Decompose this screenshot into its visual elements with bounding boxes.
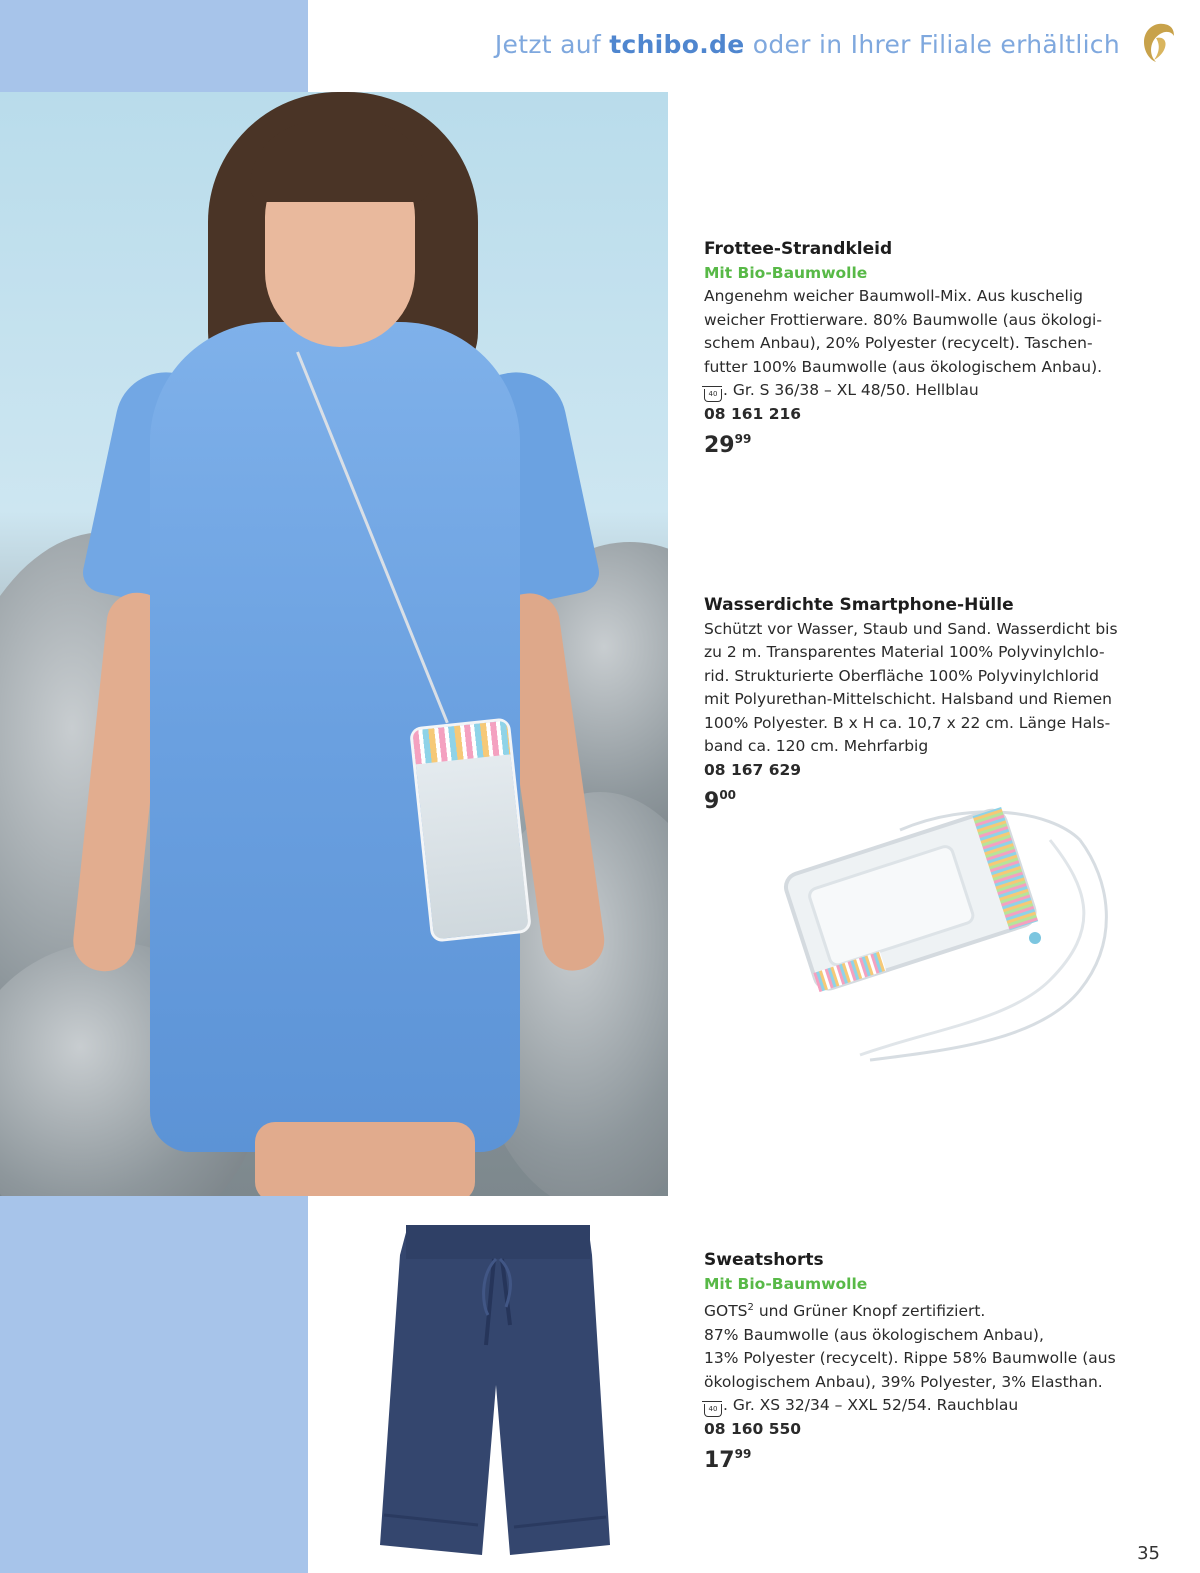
product-title: Frottee-Strandkleid <box>704 239 893 259</box>
product-care-sizes <box>704 1394 1134 1418</box>
article-number: 08 167 629 <box>704 760 802 779</box>
sizes-text: . Gr. S 36/38 – XL 48/50. Hellblau <box>723 381 979 399</box>
wash-40-icon: 40 <box>704 389 722 402</box>
article-number: 08 161 216 <box>704 404 802 423</box>
wash-40-icon: 40 <box>704 1404 722 1417</box>
product-subtitle: Mit Bio-Baumwolle <box>704 1274 868 1293</box>
product-beach-dress <box>704 238 1134 458</box>
product-care-sizes <box>704 379 1134 403</box>
product-title: Wasserdichte Smartphone-Hülle <box>704 595 1014 615</box>
header-tagline <box>495 30 1120 59</box>
model-photo <box>0 92 668 1196</box>
product-description: 87% Baumwolle (aus ökologischem Anbau), 13% Polyester (recycelt). Rippe 58% Baumwolle (aus ökologischem Anbau), 39% Polyester, 3% Elasthan. <box>704 1325 1116 1391</box>
tchibo-logo-icon[interactable] <box>1134 18 1178 66</box>
hair-bangs <box>250 122 430 202</box>
product-description: Schützt vor Wasser, Staub und Sand. Wasserdicht bis zu 2 m. Transparentes Material 100% Polyvinylchlo- rid. Strukturierte Oberfläche 100% Polyvinylchlorid mit Polyurethan-Mittelschicht. Halsband und Riemen 100% Polyester. B x H ca. 10,7 x 22 cm. Länge Hals- band ca. 120 cm. Mehrfarbig <box>704 619 1118 755</box>
product-title: Sweatshorts <box>704 1250 824 1270</box>
header-suffix: oder in Ihrer Filiale erhältlich <box>752 30 1120 59</box>
product-subtitle: Mit Bio-Baumwolle <box>704 263 868 282</box>
sizes-text: . Gr. XS 32/34 – XXL 52/54. Rauchblau <box>723 1396 1019 1415</box>
price: $9^{00}$ <box>704 788 737 814</box>
article-number: 08 160 550 <box>704 1419 802 1438</box>
sweatshorts-image <box>370 1215 620 1565</box>
product-phone-case <box>704 594 1134 814</box>
header-prefix: Jetzt auf <box>494 30 601 59</box>
phone-case-image <box>750 800 1130 1080</box>
price: $29^{99}$ <box>704 432 752 458</box>
page-number: 35 <box>1137 1543 1160 1564</box>
product-description: Angenehm weicher Baumwoll-Mix. Aus kuschelig weicher Frottierware. 80% Baumwolle (aus ökologi- schem Anbau), 20% Polyester (recycelt). Taschen- futter 100% Baumwolle (aus ökologischem Anbau). <box>704 287 1103 376</box>
header-site-link[interactable]: tchibo.de <box>609 30 745 59</box>
legs <box>255 1122 475 1196</box>
product-sweatshorts <box>704 1249 1134 1473</box>
price: $17^{99}$ <box>704 1447 752 1474</box>
product-certification: GOTS$^2$ und Grüner Knopf zertifiziert. <box>704 1302 986 1321</box>
accent-band-bottom <box>0 1196 308 1573</box>
accent-band-top <box>0 0 308 92</box>
